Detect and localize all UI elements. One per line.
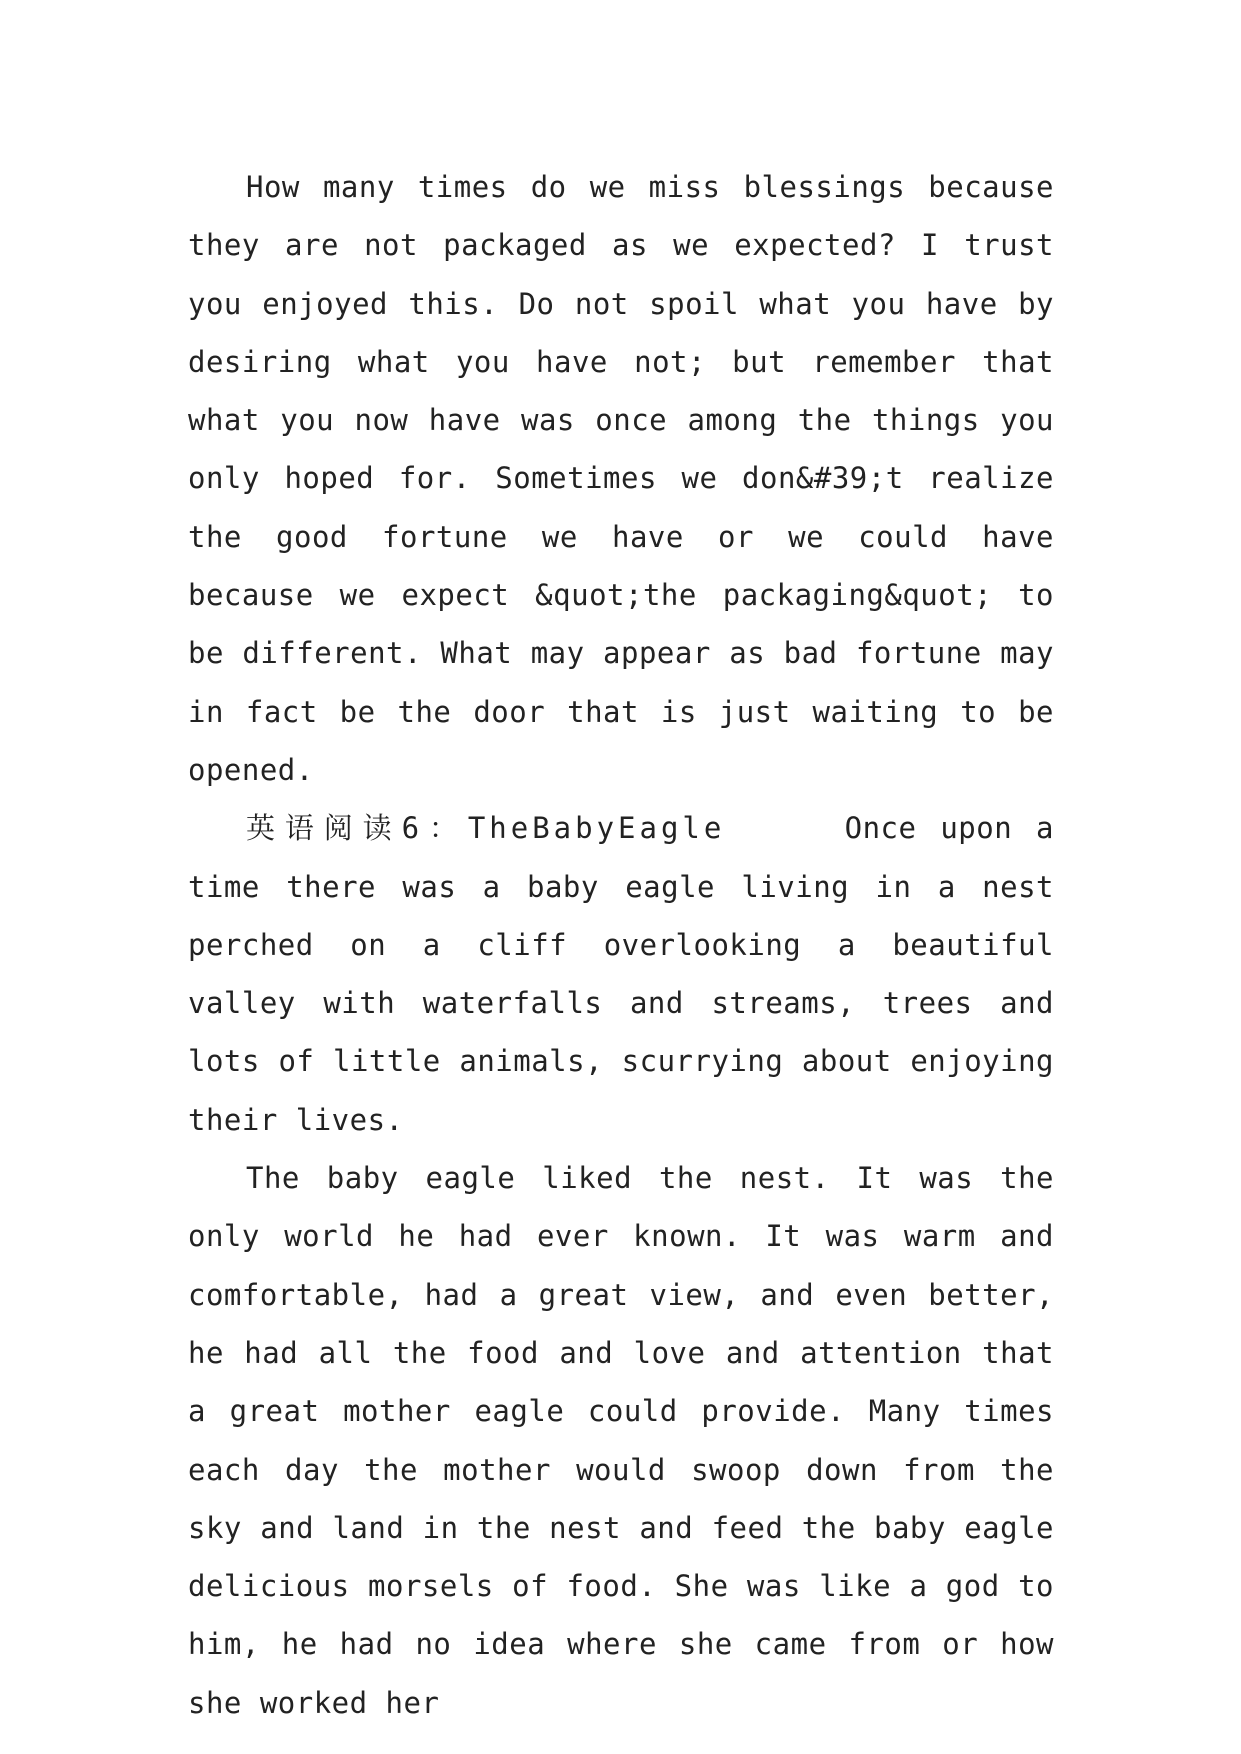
document-body (188, 158, 1054, 1732)
paragraph-text: The baby eagle liked the nest. It was the only world he had ever known. It was warm and comfortable, had a great view, and even better, he had all the food and love and attention that a great mother eagle could provide. Many times each day the mother would swoop down from the sky and land in the nest and feed the baby eagle delicious morsels of food. She was like a god to him, he had no idea where she came from or how she worked her (188, 1161, 1054, 1720)
paragraph-baby-eagle-intro (188, 799, 1054, 1149)
paragraph-baby-eagle-nest (188, 1149, 1054, 1732)
paragraph-text: Once upon a time there was a baby eagle living in a nest perched on a cliff overlooking a beautiful valley with waterfalls and streams, trees and lots of little animals, scurrying about enjoying their lives. (188, 811, 1054, 1137)
section-heading: 英语阅读6：TheBabyEagle (246, 811, 726, 846)
paragraph-text: How many times do we miss blessings because they are not packaged as we expected? I trust you enjoyed this. Do not spoil what you have by desiring what you have not; but remember that what you now have was once among the things you only hoped for. Sometimes we don&#39;t realize the good fortune we have or we could have because we expect &quot;the packaging&quot; to be different. What may appear as bad fortune may in fact be the door that is just waiting to be opened. (188, 170, 1054, 787)
paragraph-blessings (188, 158, 1054, 799)
